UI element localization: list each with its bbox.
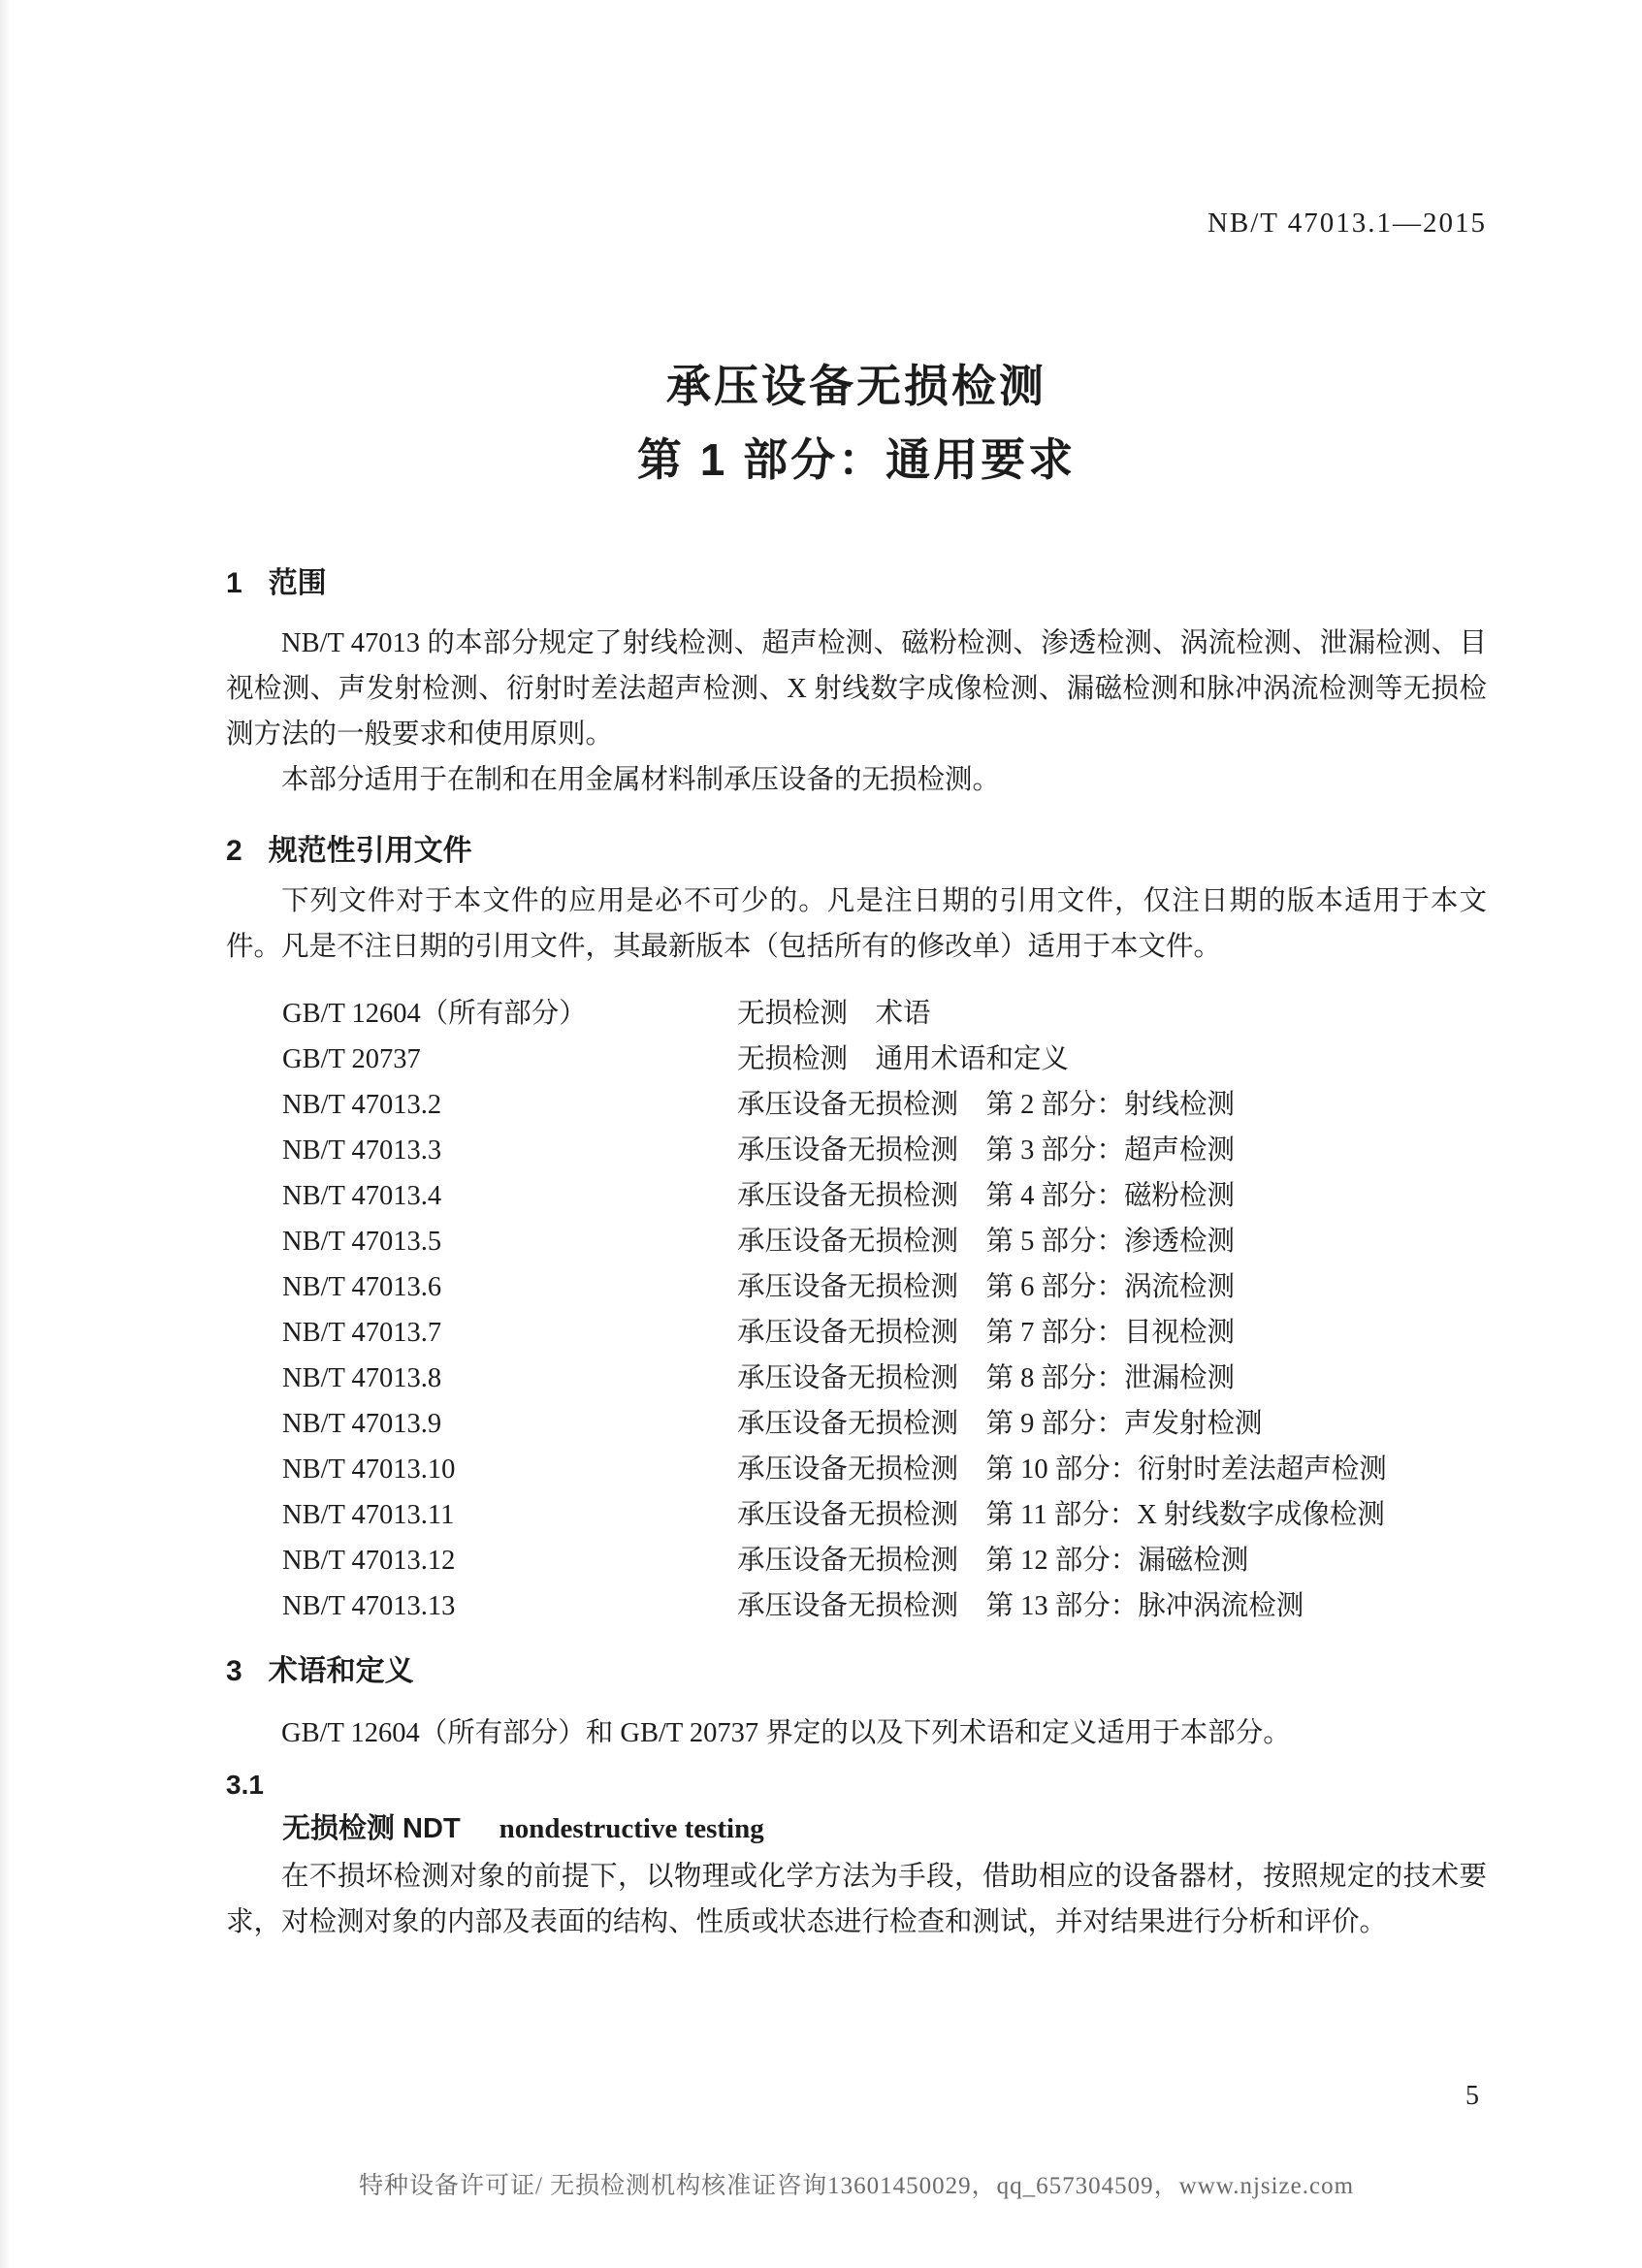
reference-code: NB/T 47013.2 [282, 1090, 442, 1120]
reference-title: 无损检测 通用术语和定义 [737, 1044, 1070, 1074]
section-3-heading [226, 1654, 1487, 1689]
normative-references-list [226, 991, 1487, 1629]
reference-code: NB/T 47013.4 [282, 1181, 442, 1211]
reference-row [226, 1037, 1487, 1082]
section-1-number: 1 [226, 567, 242, 599]
reference-title: 承压设备无损检测 第 8 部分：泄漏检测 [737, 1363, 1236, 1393]
reference-code: NB/T 47013.6 [282, 1272, 442, 1302]
section-2-number: 2 [226, 835, 242, 867]
scope-paragraph-2: 本部分适用于在制和在用金属材料制承压设备的无损检测。 [281, 765, 1001, 795]
reference-title: 承压设备无损检测 第 7 部分：目视检测 [737, 1318, 1236, 1348]
reference-row [226, 1492, 1487, 1538]
reference-title: 承压设备无损检测 第 3 部分：超声检测 [737, 1135, 1236, 1166]
reference-code: GB/T 12604（所有部分） [282, 999, 587, 1029]
section-1-body [226, 621, 1487, 803]
reference-title: 承压设备无损检测 第 6 部分：涡流检测 [737, 1272, 1236, 1302]
reference-row [226, 1219, 1487, 1264]
reference-code: NB/T 47013.7 [282, 1318, 442, 1348]
section-3-intro [226, 1710, 1487, 1756]
reference-title: 承压设备无损检测 第 5 部分：渗透检测 [737, 1227, 1236, 1257]
terms-intro-paragraph: GB/T 12604（所有部分）和 GB/T 20737 界定的以及下列术语和定义适用于本部分。 [281, 1718, 1291, 1748]
term-definition [226, 1854, 1487, 1945]
reference-title: 无损检测 术语 [737, 999, 931, 1029]
page-number: 5 [1465, 2081, 1479, 2111]
scope-paragraph-1: NB/T 47013 的本部分规定了射线检测、超声检测、磁粉检测、渗透检测、涡流检测、泄漏检测、目视检测、声发射检测、衍射时差法超声检测、X 射线数字成像检测、漏磁检测和脉冲涡流检测等无损检测方法的一般要求和使用原则。 [226, 628, 1487, 750]
reference-title: 承压设备无损检测 第 12 部分：漏磁检测 [737, 1546, 1249, 1576]
reference-code: GB/T 20737 [282, 1044, 421, 1074]
reference-code: NB/T 47013.8 [282, 1363, 442, 1393]
reference-code: NB/T 47013.5 [282, 1227, 442, 1257]
section-1-heading [226, 566, 1487, 601]
standard-code: NB/T 47013.1—2015 [1207, 208, 1487, 239]
title-line-2: 第 1 部分：通用要求 [636, 434, 1077, 485]
reference-code: NB/T 47013.12 [282, 1546, 456, 1576]
reference-row [226, 1401, 1487, 1447]
reference-row [226, 1538, 1487, 1583]
reference-title: 承压设备无损检测 第 10 部分：衍射时差法超声检测 [737, 1454, 1387, 1485]
term-entry [282, 1811, 764, 1846]
reference-title: 承压设备无损检测 第 4 部分：磁粉检测 [737, 1181, 1236, 1211]
definition-paragraph: 在不损坏检测对象的前提下，以物理或化学方法为手段，借助相应的设备器材，按照规定的技术要求，对检测对象的内部及表面的结构、性质或状态进行检查和测试，并对结果进行分析和评价。 [226, 1862, 1487, 1937]
reference-code: NB/T 47013.3 [282, 1135, 442, 1166]
section-2-heading [226, 834, 1487, 869]
reference-row [226, 1173, 1487, 1219]
reference-title: 承压设备无损检测 第 9 部分：声发射检测 [737, 1409, 1263, 1439]
reference-code: NB/T 47013.11 [282, 1500, 455, 1530]
reference-row [226, 991, 1487, 1037]
term-english: nondestructive testing [499, 1813, 764, 1844]
footer-watermark-text: 特种设备许可证/ 无损检测机构核准证咨询13601450029，qq_657304509，www.njsize.com [358, 2173, 1355, 2199]
reference-row [226, 1356, 1487, 1401]
reference-row [226, 1264, 1487, 1310]
reference-code: NB/T 47013.9 [282, 1409, 442, 1439]
document-title [226, 349, 1487, 496]
term-chinese: 无损检测 NDT [282, 1813, 461, 1844]
reference-row [226, 1128, 1487, 1173]
reference-code: NB/T 47013.10 [282, 1454, 456, 1485]
reference-code: NB/T 47013.13 [282, 1591, 456, 1621]
reference-title: 承压设备无损检测 第 2 部分：射线检测 [737, 1090, 1236, 1120]
section-1-title: 范围 [268, 567, 327, 599]
section-3-title: 术语和定义 [268, 1655, 414, 1687]
section-3-number: 3 [226, 1655, 242, 1687]
reference-row [226, 1310, 1487, 1356]
section-2-intro [226, 878, 1487, 970]
clause-3-1-number: 3.1 [226, 1770, 264, 1800]
section-2-title: 规范性引用文件 [268, 835, 472, 867]
reference-title: 承压设备无损检测 第 13 部分：脉冲涡流检测 [737, 1591, 1304, 1621]
reference-title: 承压设备无损检测 第 11 部分：X 射线数字成像检测 [737, 1500, 1385, 1530]
reference-row [226, 1082, 1487, 1128]
title-line-1: 承压设备无损检测 [666, 361, 1046, 411]
reference-row [226, 1447, 1487, 1492]
references-intro-paragraph: 下列文件对于本文件的应用是必不可少的。凡是注日期的引用文件，仅注日期的版本适用于本文件。凡是不注日期的引用文件，其最新版本（包括所有的修改单）适用于本文件。 [226, 886, 1487, 962]
reference-row [226, 1583, 1487, 1629]
scan-edge-shadow [0, 0, 10, 2268]
